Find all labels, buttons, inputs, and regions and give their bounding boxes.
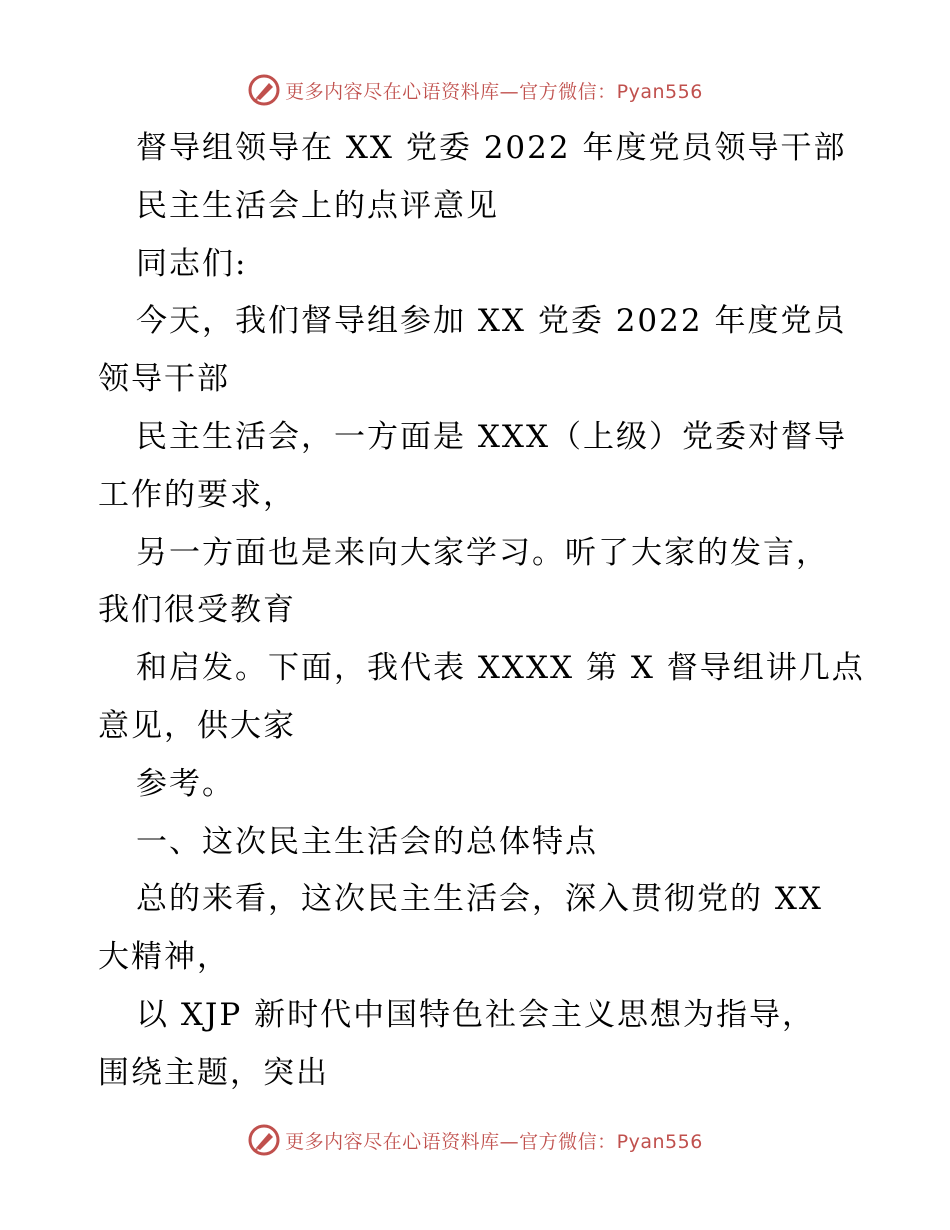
text-line: 和启发。下面，我代表 XXXX 第 X 督导组讲几点 [136, 650, 865, 687]
watermark-header [0, 70, 950, 110]
document-body [98, 120, 865, 1103]
pen-logo-icon [247, 73, 281, 107]
text-line: 工作的要求， [98, 476, 296, 513]
text-line: 我们很受教育 [98, 592, 296, 629]
text-line: 一、这次民主生活会的总体特点 [136, 823, 598, 860]
text-line: 领导干部 [98, 361, 230, 398]
text-line: 民主生活会上的点评意见 [136, 187, 499, 224]
text-line: 总的来看，这次民主生活会，深入贯彻党的 XX [136, 881, 823, 918]
text-line: 今天，我们督导组参加 XX 党委 2022 年度党员 [136, 303, 847, 340]
text-line: 督导组领导在 XX 党委 2022 年度党员领导干部 [136, 130, 847, 166]
watermark-text: 更多内容尽在心语资料库—官方微信：Pyan556 [285, 80, 703, 103]
text-line: 民主生活会，一方面是 XXX（上级）党委对督导 [136, 418, 848, 455]
text-line: 参考。 [136, 765, 235, 802]
text-line: 意见，供大家 [98, 707, 296, 744]
text-line: 同志们: [136, 245, 248, 282]
text-line: 另一方面也是来向大家学习。听了大家的发言， [136, 534, 829, 571]
text-line: 围绕主题，突出 [98, 1054, 329, 1091]
text-line: 以 XJP 新时代中国特色社会主义思想为指导， [136, 996, 816, 1033]
text-line: 大精神， [98, 939, 230, 976]
pen-logo-icon [247, 1123, 281, 1157]
watermark-footer [0, 1120, 950, 1160]
watermark-text: 更多内容尽在心语资料库—官方微信：Pyan556 [285, 1130, 703, 1153]
